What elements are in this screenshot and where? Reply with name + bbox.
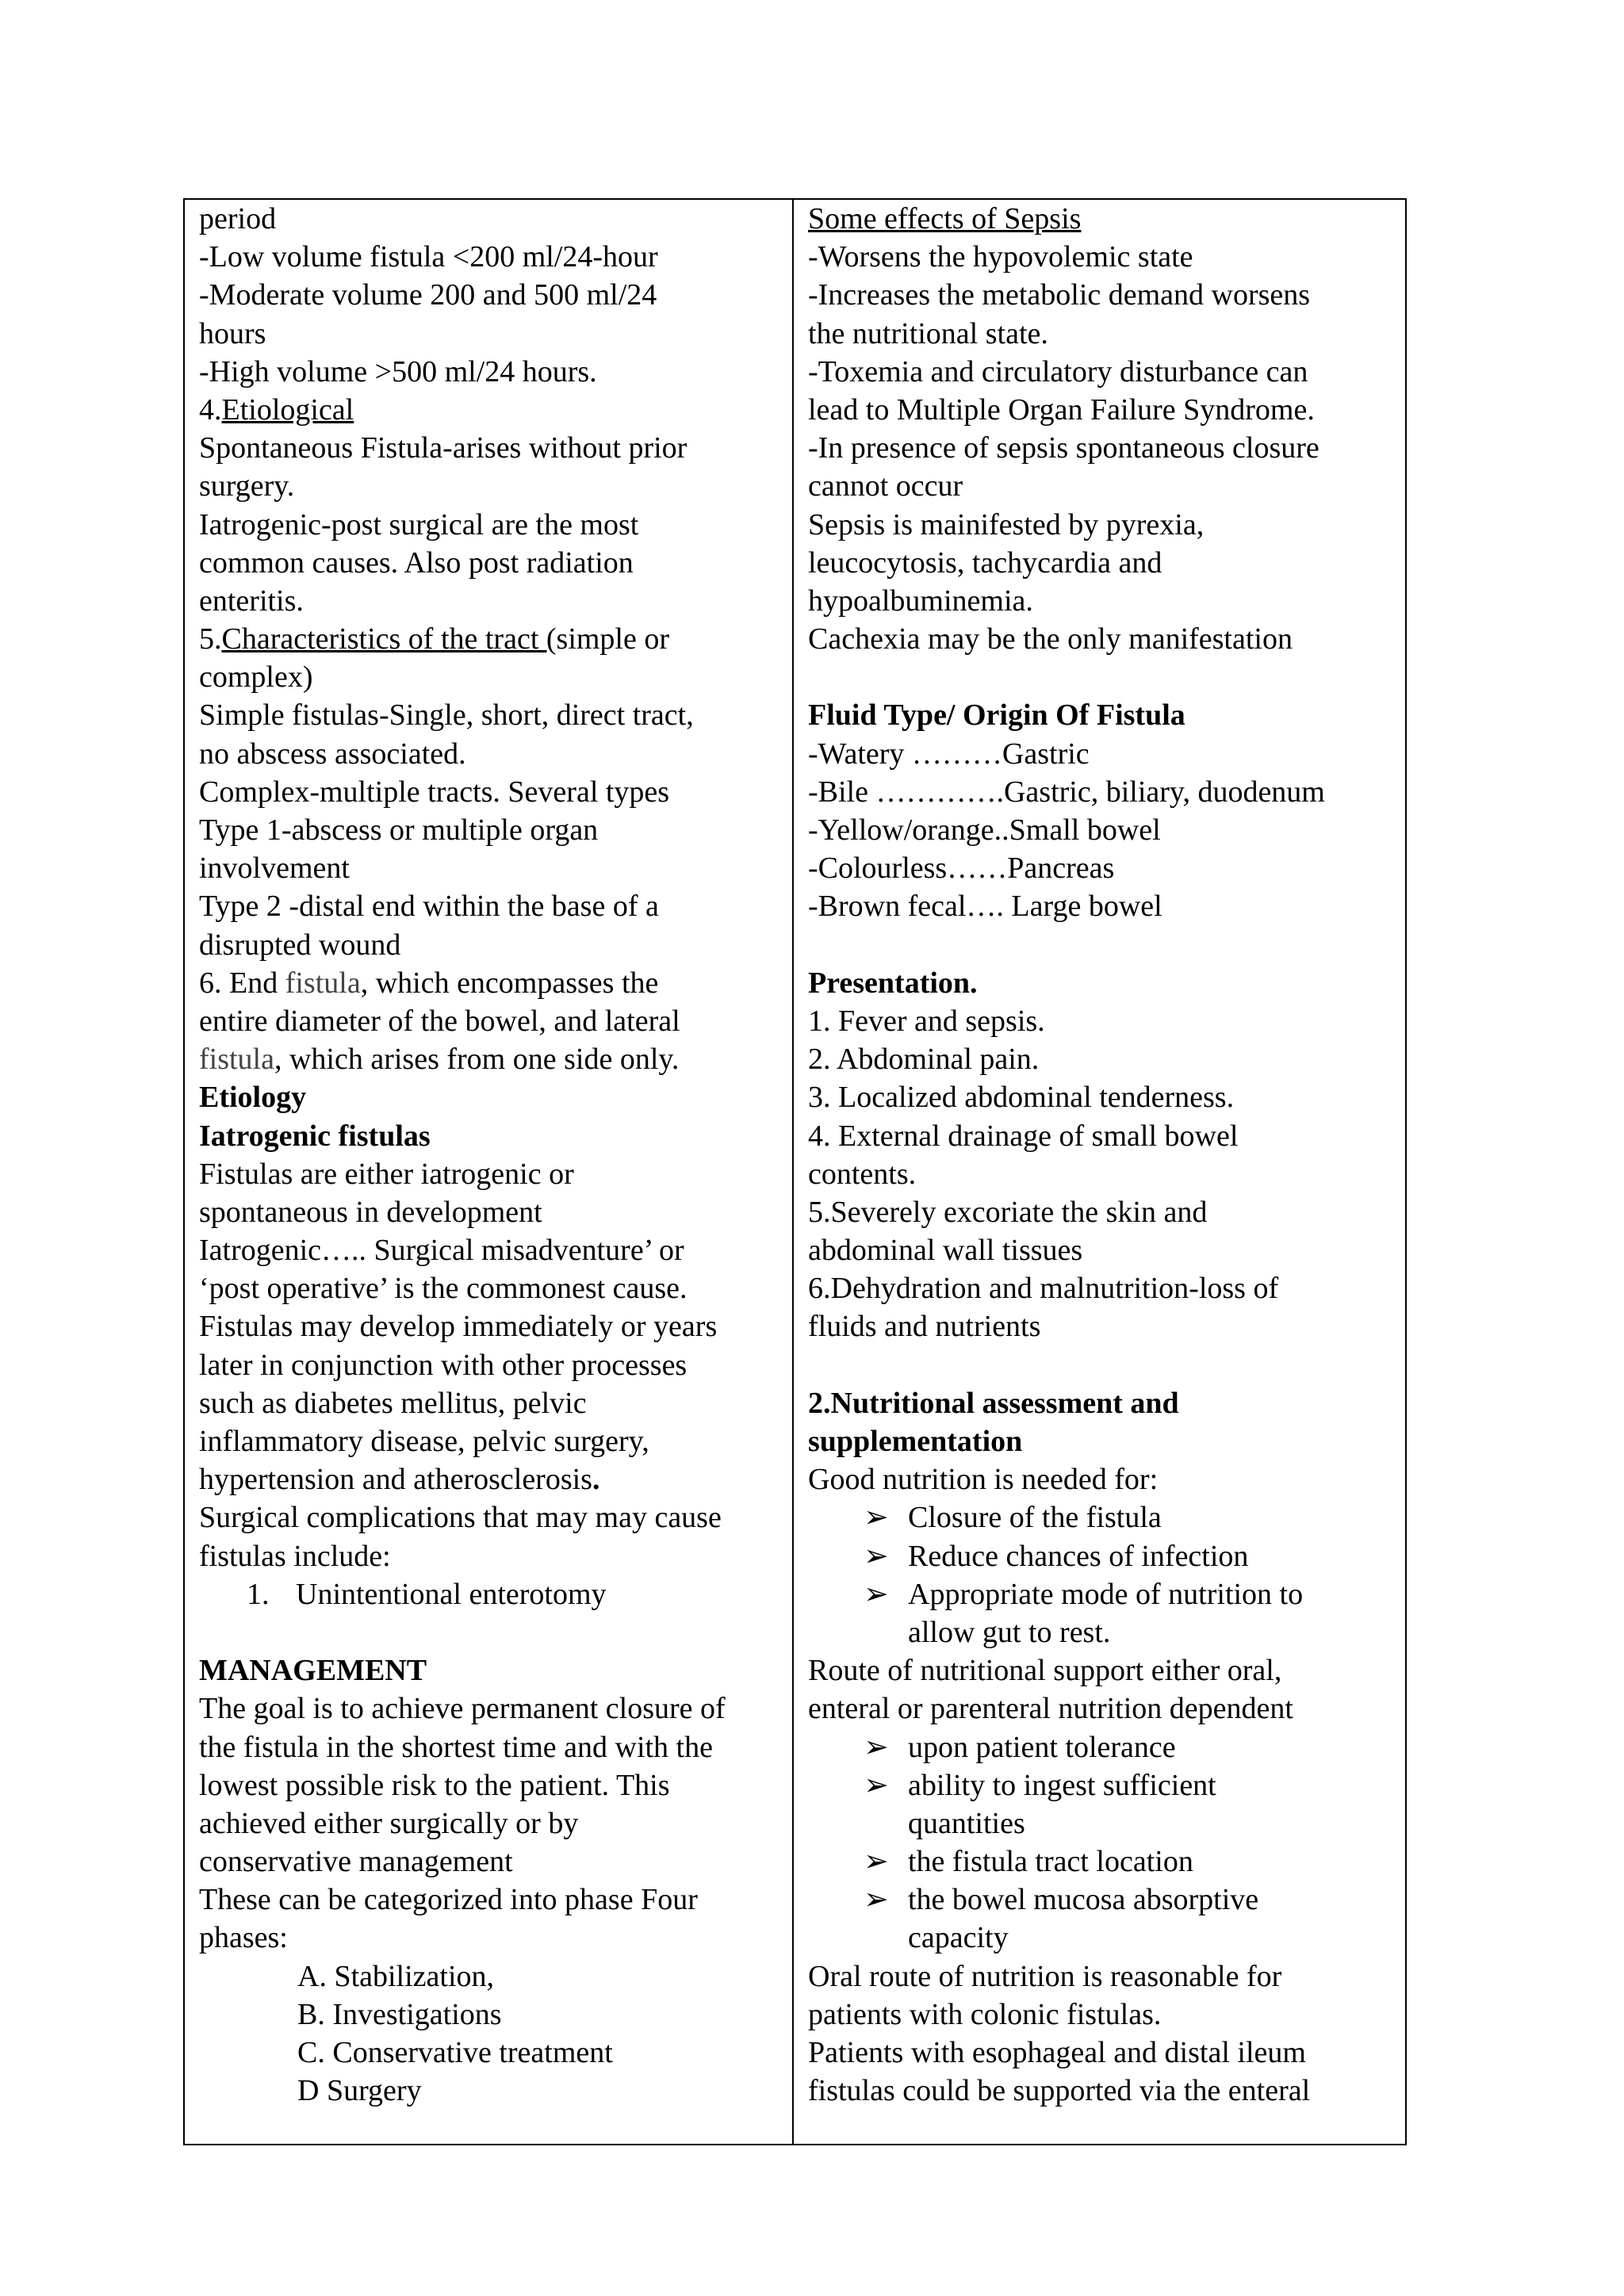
text-line: Fistulas are either iatrogenic or: [199, 1157, 574, 1191]
text-line: -Yellow/orange..Small bowel: [808, 813, 1161, 847]
bullet-item: [808, 1728, 1407, 1766]
text-line: Sepsis is mainifested by pyrexia,: [808, 507, 1205, 541]
text-line: lowest possible risk to the patient. This: [199, 1768, 670, 1802]
text-line: such as diabetes mellitus, pelvic: [199, 1386, 587, 1420]
section-heading-characteristics: [199, 620, 791, 658]
list-text: Unintentional enterotomy: [296, 1577, 607, 1611]
bullet-text: Reduce chances of infection: [908, 1539, 1249, 1573]
heading-fluid-type: Fluid Type/ Origin Of Fistula: [808, 698, 1185, 733]
text-line: abdominal wall tissues: [808, 1234, 1083, 1268]
text-line: 2. Abdominal pain.: [808, 1043, 1040, 1077]
bullet-item: [808, 1498, 1407, 1536]
text-line: entire diameter of the bowel, and lateral: [199, 1004, 680, 1038]
text-line: no abscess associated.: [199, 737, 466, 771]
left-column: [199, 200, 791, 2110]
bullet-continuation: quantities: [908, 1806, 1025, 1840]
text-line: -Watery ………Gastric: [808, 737, 1090, 771]
arrow-bullet-icon: ➢: [864, 1730, 889, 1764]
heading-presentation: Presentation.: [808, 966, 978, 1000]
phase-item: D Surgery: [297, 2074, 422, 2108]
text-line: patients with colonic fistulas.: [808, 1997, 1162, 2031]
heading-rest: simple or: [556, 622, 670, 656]
text-line: Iatrogenic-post surgical are the most: [199, 507, 639, 541]
text-line: cannot occur: [808, 469, 963, 503]
text-line: the nutritional state.: [808, 316, 1048, 350]
text-line: conservative management: [199, 1845, 513, 1879]
text-line: surgery.: [199, 469, 295, 503]
text-part: .: [592, 1463, 600, 1497]
arrow-bullet-icon: ➢: [864, 1768, 889, 1802]
text-line: hours: [199, 316, 266, 350]
phase-item: A. Stabilization,: [297, 1959, 495, 1993]
text-line: Good nutrition is needed for:: [808, 1463, 1159, 1497]
heading-nutritional-assessment: 2.Nutritional assessment and: [808, 1386, 1179, 1420]
text-line: Route of nutritional support either oral,: [808, 1654, 1282, 1688]
text-line: -Worsens the hypovolemic state: [808, 240, 1193, 274]
list-number: 1.: [247, 1577, 270, 1611]
text-line: Complex-multiple tracts. Several types: [199, 775, 670, 809]
bullet-continuation: capacity: [908, 1921, 1009, 1955]
text-line: spontaneous in development: [199, 1195, 542, 1229]
bullet-text: ability to ingest sufficient: [908, 1768, 1216, 1802]
text-line: 6.Dehydration and malnutrition-loss of: [808, 1272, 1279, 1306]
heading-nutritional-assessment-cont: supplementation: [808, 1425, 1023, 1458]
bullet-text: Appropriate mode of nutrition to: [908, 1577, 1304, 1611]
heading-iatrogenic-fistulas: Iatrogenic fistulas: [199, 1119, 431, 1153]
text-line: Simple fistulas-Single, short, direct tract,: [199, 698, 694, 733]
text-line: phases:: [199, 1921, 288, 1955]
text-line: Oral route of nutrition is reasonable for: [808, 1959, 1282, 1993]
bullet-item: [808, 1766, 1407, 1804]
text-line: Type 2 -distal end within the base of a: [199, 890, 659, 924]
text-line: fluids and nutrients: [808, 1310, 1041, 1344]
text-line: enteral or parenteral nutrition dependent: [808, 1692, 1293, 1726]
text-line: 5.Severely excoriate the skin and: [808, 1195, 1208, 1229]
arrow-bullet-icon: ➢: [864, 1501, 889, 1535]
text-line: achieved either surgically or by: [199, 1806, 579, 1840]
text-line: These can be categorized into phase Four: [199, 1883, 698, 1917]
bullet-item: [808, 1881, 1407, 1919]
text-line: [199, 964, 791, 1002]
text-line: -In presence of sepsis spontaneous closure: [808, 431, 1320, 465]
arrow-bullet-icon: ➢: [864, 1883, 889, 1917]
text-line: Iatrogenic….. Surgical misadventure’ or: [199, 1234, 684, 1268]
text-line: the fistula in the shortest time and with the: [199, 1730, 713, 1764]
arrow-bullet-icon: ➢: [864, 1845, 889, 1879]
text-line: contents.: [808, 1157, 917, 1191]
text-line: Surgical complications that may may cause: [199, 1501, 722, 1535]
text-line: -Low volume fistula <200 ml/24-hour: [199, 240, 658, 274]
text-part: , which encompasses the: [360, 966, 659, 1000]
text-line: -Brown fecal…. Large bowel: [808, 890, 1162, 924]
bullet-text: Closure of the fistula: [908, 1501, 1162, 1535]
text-line: fistulas include:: [199, 1539, 391, 1573]
text-line: [199, 1460, 791, 1498]
text-line: Type 1-abscess or multiple organ: [199, 813, 599, 847]
bullet-item: [808, 1575, 1407, 1613]
two-column-table: [183, 198, 1407, 2145]
right-column: [808, 200, 1407, 2110]
text-part: fistula: [285, 966, 361, 1000]
text-line: -Toxemia and circulatory disturbance can: [808, 354, 1308, 388]
section-heading-etiological: [199, 391, 791, 429]
text-line: involvement: [199, 851, 350, 886]
bullet-text: upon patient tolerance: [908, 1730, 1176, 1764]
bullet-text: the fistula tract location: [908, 1845, 1193, 1879]
blank-line: [808, 926, 1407, 964]
heading-text: Etiological: [221, 392, 354, 427]
text-line: ‘post operative’ is the commonest cause.: [199, 1272, 688, 1306]
bullet-item: [808, 1843, 1407, 1881]
heading-effects-of-sepsis: Some effects of Sepsis: [808, 202, 1082, 235]
heading-text: Characteristics of the tract (: [221, 622, 557, 656]
text-line: 3. Localized abdominal tenderness.: [808, 1081, 1235, 1115]
text-part: , which arises from one side only.: [274, 1043, 680, 1077]
text-line: -High volume >500 ml/24 hours.: [199, 354, 597, 388]
text-line: 4. External drainage of small bowel: [808, 1119, 1239, 1153]
text-line: common causes. Also post radiation: [199, 545, 634, 580]
bullet-text: the bowel mucosa absorptive: [908, 1883, 1259, 1917]
arrow-bullet-icon: ➢: [864, 1577, 889, 1611]
heading-number: 4.: [199, 392, 222, 427]
text-line: lead to Multiple Organ Failure Syndrome.: [808, 392, 1315, 427]
text-line: complex): [199, 660, 313, 695]
heading-number: 5.: [199, 622, 222, 656]
text-line: fistulas could be supported via the enteral: [808, 2074, 1311, 2108]
text-line: Fistulas may develop immediately or years: [199, 1310, 718, 1344]
blank-line: [199, 1613, 791, 1651]
text-line: hypoalbuminemia.: [808, 584, 1033, 618]
text-line: [199, 1040, 791, 1078]
numbered-list-item: [199, 1575, 791, 1613]
text-line: inflammatory disease, pelvic surgery,: [199, 1425, 649, 1458]
arrow-bullet-icon: ➢: [864, 1539, 889, 1573]
blank-line: [808, 1346, 1407, 1384]
phase-item: C. Conservative treatment: [297, 2036, 613, 2069]
bullet-continuation: allow gut to rest.: [908, 1615, 1111, 1649]
text-line: Patients with esophageal and distal ileum: [808, 2036, 1306, 2069]
text-part: fistula: [199, 1043, 274, 1077]
phase-item: B. Investigations: [297, 1997, 502, 2031]
text-line: period: [199, 202, 277, 235]
text-line: disrupted wound: [199, 928, 401, 962]
text-line: later in conjunction with other processes: [199, 1348, 688, 1382]
text-line: Spontaneous Fistula-arises without prior: [199, 431, 688, 465]
bullet-item: [808, 1537, 1407, 1575]
text-line: Cachexia may be the only manifestation: [808, 622, 1293, 656]
text-line: enteritis.: [199, 584, 304, 618]
column-divider: [792, 200, 794, 2144]
text-line: -Moderate volume 200 and 500 ml/24: [199, 278, 657, 312]
blank-line: [808, 658, 1407, 696]
text-part: 6. End: [199, 966, 285, 1000]
text-line: The goal is to achieve permanent closure of: [199, 1692, 726, 1726]
text-line: -Colourless……Pancreas: [808, 851, 1115, 886]
heading-management: MANAGEMENT: [199, 1654, 427, 1688]
text-line: 1. Fever and sepsis.: [808, 1004, 1045, 1038]
text-line: -Increases the metabolic demand worsens: [808, 278, 1311, 312]
text-part: hypertension and atherosclerosis: [199, 1463, 592, 1497]
text-line: -Bile ………….Gastric, biliary, duodenum: [808, 775, 1325, 809]
text-line: leucocytosis, tachycardia and: [808, 545, 1162, 580]
heading-etiology: Etiology: [199, 1081, 307, 1115]
